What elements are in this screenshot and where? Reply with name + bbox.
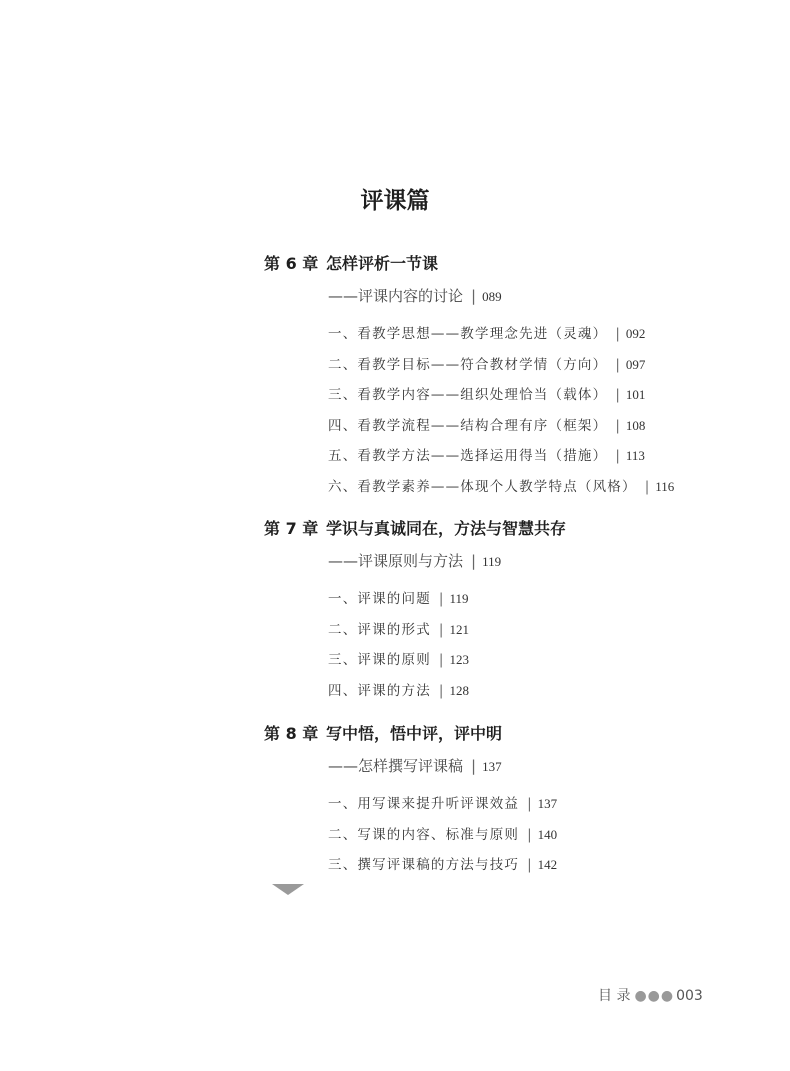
separator: | [615,448,620,465]
subtitle-text: ——怎样撰写评课稿 [328,757,464,775]
toc-entry[interactable] [328,444,724,475]
chapter-subtitle [328,549,724,573]
chapter-number: 第 6 章 [264,254,319,273]
page-number: 137 [482,759,502,774]
section-list [328,792,724,884]
page-number: 121 [449,621,469,637]
separator: | [615,326,620,342]
chapter-6 [264,252,724,506]
toc-entry[interactable] [328,414,724,445]
separator: | [471,757,477,775]
chapter-title: 写中悟，悟中评，评中明 [326,724,503,743]
chapter-subtitle [328,284,724,308]
chapter-heading [264,252,724,276]
entry-text: 五、看教学方法——选择运用得当（措施） [328,448,608,465]
page-number: 137 [537,796,558,811]
page-number: 128 [449,682,469,698]
chapter-heading [264,517,724,541]
subtitle-text: ——评课原则与方法 [328,552,464,570]
separator: | [438,591,444,607]
page-number: 089 [482,289,502,304]
page-number: 092 [625,326,646,341]
separator: | [615,356,620,373]
page-number: 119 [482,554,502,569]
chapter-heading [264,722,724,746]
entry-text: 二、看教学目标——符合教材学情（方向） [328,356,608,373]
chapter-7 [264,517,724,709]
triangle-marker-icon [272,884,304,895]
page-number: 119 [449,591,469,606]
toc-entry[interactable] [328,679,724,710]
toc-entry[interactable] [328,648,724,679]
separator: | [471,287,477,305]
page-number: 142 [537,857,558,873]
separator: | [615,417,620,434]
page-number: 140 [537,826,558,842]
section-list [328,587,724,709]
separator: | [471,552,477,570]
page-number: 108 [625,417,646,433]
chapter-title: 怎样评析一节课 [326,254,439,273]
entry-text: 四、评课的方法 [328,682,431,699]
separator: | [615,387,620,404]
separator: | [527,857,532,874]
toc-entry[interactable] [328,587,724,618]
separator: | [644,478,650,495]
toc-entry[interactable] [328,383,724,414]
toc-entry[interactable] [328,618,724,649]
entry-text: 二、评课的形式 [328,621,431,638]
page-number: 097 [625,356,646,372]
chapter-8 [264,722,724,884]
subtitle-text: ——评课内容的讨论 [328,287,464,305]
toc-entry[interactable] [328,475,724,506]
page-footer [598,985,703,1005]
entry-text: 六、看教学素养——体现个人教学特点（风格） [328,478,637,495]
page-number: 101 [625,387,646,403]
page-number: 113 [625,448,645,464]
entry-text: 一、看教学思想——教学理念先进（灵魂） [328,326,608,342]
entry-text: 二、写课的内容、标准与原则 [328,826,520,843]
separator: | [438,621,444,638]
page-number: 116 [655,478,675,494]
footer-page-number: 003 [676,988,703,1004]
section-list [328,322,724,506]
entry-text: 四、看教学流程——结构合理有序（框架） [328,417,608,434]
chapter-number: 第 8 章 [264,724,319,743]
page-number: 123 [449,652,469,668]
toc-entry[interactable] [328,823,724,854]
page-title: 评课篇 [360,187,430,214]
toc-entry[interactable] [328,353,724,384]
entry-text: 一、用写课来提升听评课效益 [328,796,520,812]
entry-text: 三、看教学内容——组织处理恰当（载体） [328,387,608,404]
toc-entry[interactable] [328,792,724,823]
separator: | [527,826,532,843]
chapter-subtitle [328,754,724,778]
separator: | [438,682,444,699]
footer-dots: ●●● [634,988,675,1004]
chapter-title: 学识与真诚同在，方法与智慧共存 [326,519,567,538]
entry-text: 三、评课的原则 [328,652,431,669]
chapter-number: 第 7 章 [264,519,319,538]
toc-entry[interactable] [328,853,724,884]
entry-text: 一、评课的问题 [328,591,431,607]
separator: | [527,796,532,812]
footer-label: 目 录 [598,988,631,1004]
separator: | [438,652,444,669]
toc-entry[interactable] [328,322,724,353]
entry-text: 三、撰写评课稿的方法与技巧 [328,857,520,874]
